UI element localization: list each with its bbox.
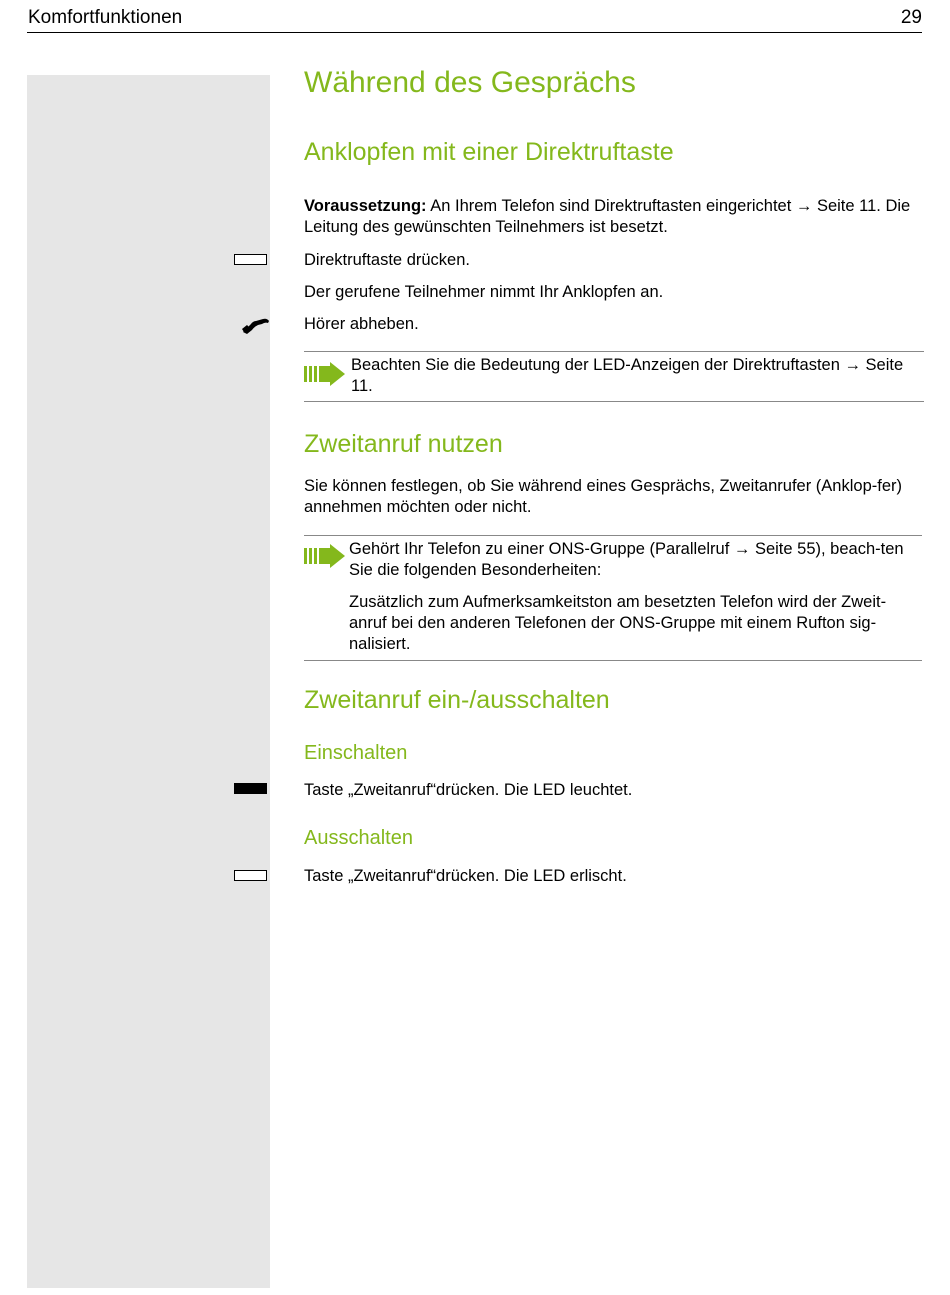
note-arrow-icon [304, 544, 346, 568]
note-led-text: Beachten Sie die Bedeutung der LED-Anzeigen der Direktruftasten → Seite 11. [351, 356, 904, 395]
key-filled-icon [234, 783, 267, 794]
step-called-party: Der gerufene Teilnehmer nimmt Ihr Anklopfen an. [304, 283, 664, 301]
heading-ausschalten: Ausschalten [304, 827, 413, 849]
handset-lift-icon [241, 315, 270, 334]
page-title: Während des Gesprächs [304, 66, 636, 99]
prerequisite-label: Voraussetzung: [304, 197, 427, 215]
heading-einschalten: Einschalten [304, 742, 408, 764]
heading-anklopfen: Anklopfen mit einer Direktruftaste [304, 138, 674, 166]
header-page-number: 29 [900, 7, 922, 28]
key-outline-icon [234, 254, 267, 265]
heading-zweitanruf-schalten: Zweitanruf ein-/ausschalten [304, 686, 610, 714]
heading-zweitanruf-nutzen: Zweitanruf nutzen [304, 430, 503, 458]
step-press-direct-key: Direktruftaste drücken. [304, 251, 470, 269]
header-section-title: Komfortfunktionen [28, 7, 183, 28]
step-lift-handset: Hörer abheben. [304, 315, 419, 333]
note-arrow-icon [304, 362, 346, 386]
zweitanruf-nutzen-text: Sie können festlegen, ob Sie während eines Gesprächs, Zweitanrufer (Anklop-fer) annehmen möchten oder nicht. [304, 477, 902, 516]
note-box-ons [304, 535, 922, 661]
prerequisite-text: An Ihrem Telefon sind Direktruftasten eingerichtet → Seite 11. Die Leitung des gewünschten Teilnehmers ist besetzt. [304, 197, 911, 236]
note-ons-line2: Zusätzlich zum Aufmerksamkeitston am besetzten Telefon wird der Zweit-anruf bei den anderen Telefonen der ONS-Gruppe mit einem Rufton sig-nalisiert. [349, 593, 887, 653]
note-ons-line1: Gehört Ihr Telefon zu einer ONS-Gruppe (Parallelruf → Seite 55), beach-ten Sie die folgenden Besonderheiten: [349, 540, 904, 579]
key-outline-icon [234, 870, 267, 881]
step-einschalten: Taste „Zweitanruf“drücken. Die LED leuchtet. [304, 781, 633, 799]
prerequisite-paragraph [304, 196, 922, 238]
page-header [27, 6, 922, 33]
step-ausschalten: Taste „Zweitanruf“drücken. Die LED erlischt. [304, 867, 627, 885]
note-box-led [304, 351, 924, 402]
